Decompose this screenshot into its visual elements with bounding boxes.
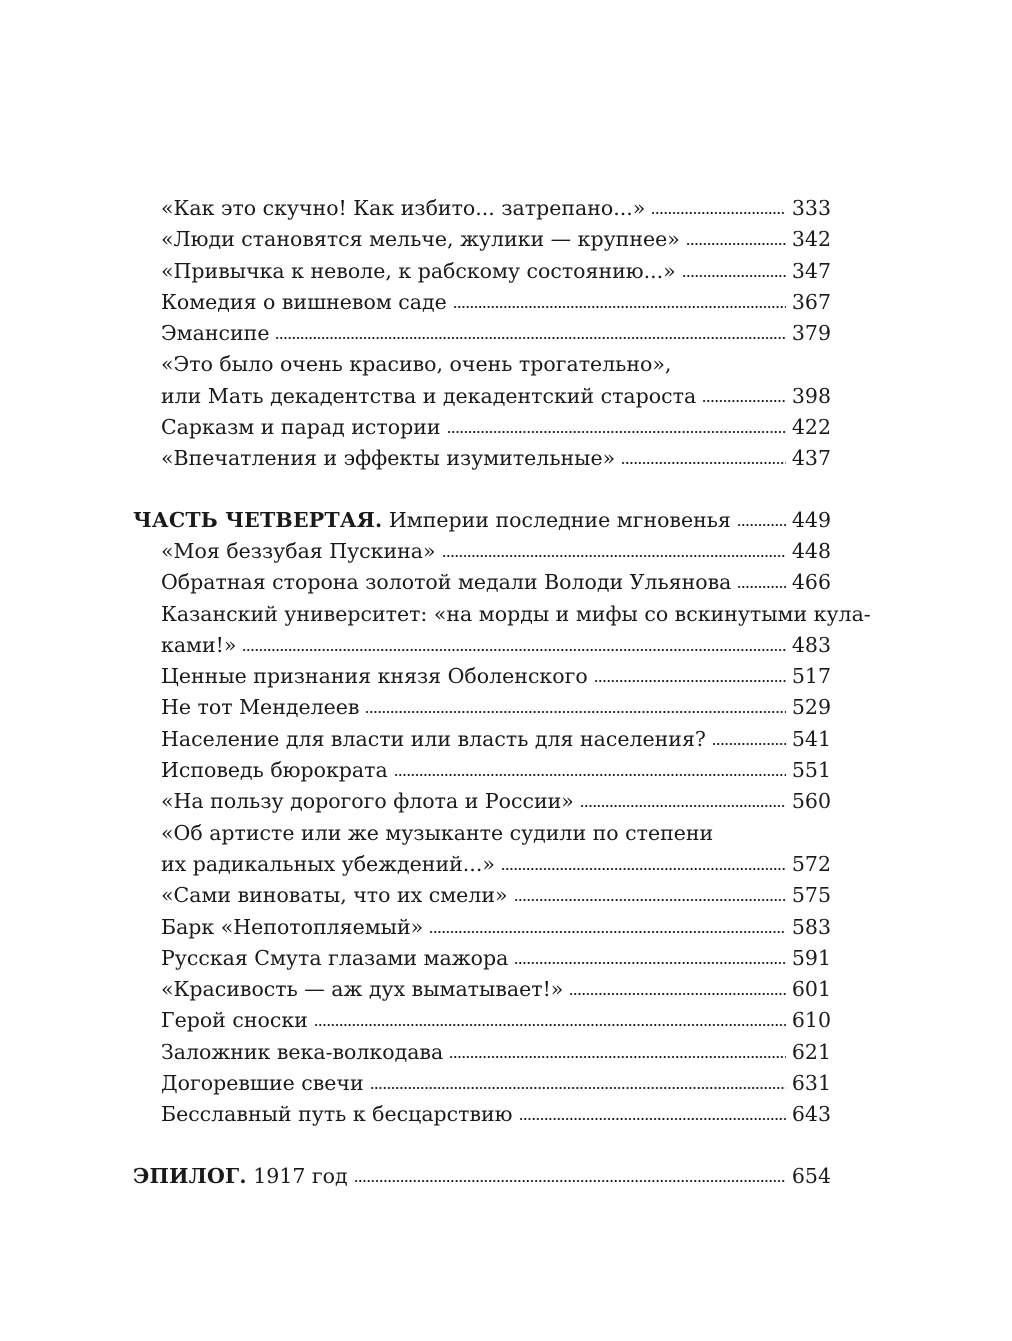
part-label: ЧАСТЬ ЧЕТВЕРТАЯ. xyxy=(133,507,383,532)
dot-leader xyxy=(712,742,786,746)
dot-leader xyxy=(442,554,786,558)
toc-entry-page: 379 xyxy=(791,321,831,346)
toc-entry-page: 483 xyxy=(791,632,831,657)
toc-entry-page: 541 xyxy=(791,726,831,751)
toc-entry-title: их радикальных убеждений...» xyxy=(161,851,495,876)
toc-entry-page: 601 xyxy=(791,977,831,1002)
toc-entry[interactable] xyxy=(133,318,831,349)
toc-entry-page: 631 xyxy=(791,1071,831,1096)
toc-entry-title: или Мать декадентства и декадентский староста xyxy=(161,383,697,408)
dot-leader xyxy=(514,961,786,965)
toc-entry[interactable] xyxy=(133,567,831,598)
toc-entry-page: 422 xyxy=(791,415,831,440)
toc-entry-title: «Впечатления и эффекты изумительные» xyxy=(161,446,616,471)
dot-leader xyxy=(394,773,786,777)
toc-entry[interactable] xyxy=(133,1037,831,1068)
section-3-list xyxy=(133,193,831,475)
toc-entry[interactable] xyxy=(133,1068,831,1099)
toc-entry[interactable] xyxy=(133,849,831,880)
section-gap xyxy=(133,1131,831,1161)
toc-entry[interactable] xyxy=(133,943,831,974)
toc-entry-page: 398 xyxy=(791,383,831,408)
toc-entry-page: 448 xyxy=(791,538,831,563)
toc-entry[interactable] xyxy=(133,912,831,943)
section-4-list xyxy=(133,536,871,1131)
dot-leader xyxy=(737,523,786,527)
toc-entry-page: 449 xyxy=(791,507,831,532)
toc-entry-title: Русская Смута глазами мажора xyxy=(161,945,509,970)
toc-entry[interactable] xyxy=(133,536,831,567)
toc-entry-title: Сарказм и парад истории xyxy=(161,415,441,440)
dot-leader xyxy=(275,336,785,340)
toc-entry[interactable] xyxy=(133,692,831,723)
toc-entry-title: Население для власти или власть для населения? xyxy=(161,726,706,751)
section-gap xyxy=(133,475,831,505)
dot-leader xyxy=(449,1055,786,1059)
toc-entry-page: 342 xyxy=(791,227,831,252)
toc-entry[interactable] xyxy=(133,1005,831,1036)
toc-entry-page: 517 xyxy=(791,664,831,689)
toc-entry[interactable] xyxy=(133,443,831,474)
dot-leader xyxy=(514,898,786,902)
toc-entry[interactable] xyxy=(133,287,831,318)
dot-leader xyxy=(702,399,786,403)
dot-leader xyxy=(737,585,786,589)
part-title: Империи последние мгновенья xyxy=(382,507,731,532)
toc-entry-title: «Красивость — аж дух выматывает!» xyxy=(161,977,564,1002)
toc-entry[interactable] xyxy=(133,786,831,817)
toc-entry[interactable] xyxy=(133,630,831,661)
epilogue-label: ЭПИЛОГ. xyxy=(133,1163,247,1188)
toc-entry-title: «Привычка к неволе, к рабскому состоянию...» xyxy=(161,258,676,283)
dot-leader xyxy=(429,930,786,934)
toc-entry-title-line-1: Казанский университет: «на морды и мифы со вскинутыми кула- xyxy=(161,601,871,626)
toc-entry-title: «Моя беззубая Пускина» xyxy=(161,538,436,563)
toc-entry-page: 610 xyxy=(791,1008,831,1033)
toc-entry-title: Бесславный путь к бесцарствию xyxy=(161,1102,513,1127)
dot-leader xyxy=(686,242,786,246)
dot-leader xyxy=(519,1117,786,1121)
dot-leader xyxy=(594,679,786,683)
toc-entry-page: 654 xyxy=(791,1163,831,1188)
toc-entry[interactable] xyxy=(133,974,831,1005)
toc-entry-title-line-1: «Об артисте или же музыканте судили по степени xyxy=(161,820,714,845)
dot-leader xyxy=(580,804,786,808)
toc-entry-title: Эмансипе xyxy=(161,321,270,346)
toc-entry-page: 333 xyxy=(791,196,831,220)
toc-entry-page: 621 xyxy=(791,1039,831,1064)
toc-entry-title: «Сами виноваты, что их смели» xyxy=(161,883,508,908)
toc-entry-title: Обратная сторона золотой медали Володи Ульянова xyxy=(161,570,732,595)
toc-entry-title: «Люди становятся мельче, жулики — крупнее» xyxy=(161,227,680,252)
dot-leader xyxy=(242,648,785,652)
toc-entry-page: 466 xyxy=(791,570,831,595)
toc-entry-page: 560 xyxy=(791,789,831,814)
dot-leader xyxy=(569,992,786,996)
epilogue-title: 1917 год xyxy=(246,1163,348,1188)
dot-leader xyxy=(453,305,786,309)
toc-entry[interactable] xyxy=(133,724,831,755)
toc-entry[interactable] xyxy=(133,412,831,443)
toc-entry-page: 551 xyxy=(791,758,831,783)
toc-entry-page: 572 xyxy=(791,851,831,876)
toc-entry[interactable] xyxy=(133,224,831,255)
toc-entry-title: Не тот Менделеев xyxy=(161,695,360,720)
toc-entry-page: 575 xyxy=(791,883,831,908)
toc-entry-page: 583 xyxy=(791,914,831,939)
dot-leader xyxy=(447,430,786,434)
toc-entry-title: Комедия о вишневом саде xyxy=(161,289,447,314)
dot-leader xyxy=(370,1086,786,1090)
toc-entry-title: Ценные признания князя Оболенского xyxy=(161,664,588,689)
dot-leader xyxy=(314,1023,786,1027)
table-of-contents xyxy=(133,193,871,1192)
toc-entry-title-line-1: «Это было очень красиво, очень трогательно», xyxy=(161,352,672,377)
dot-leader xyxy=(682,274,786,278)
toc-entry[interactable] xyxy=(133,381,831,412)
toc-entry-page: 643 xyxy=(791,1102,831,1127)
toc-entry[interactable] xyxy=(133,256,831,287)
toc-entry-title: Исповедь бюрократа xyxy=(161,758,388,783)
toc-entry-page: 437 xyxy=(791,446,831,471)
toc-entry-title: Барк «Непотопляемый» xyxy=(161,914,424,939)
toc-entry[interactable] xyxy=(133,1099,831,1130)
toc-entry-title: «Как это скучно! Как избито... затрепано...» xyxy=(161,196,646,220)
toc-entry-page: 367 xyxy=(791,289,831,314)
toc-entry-page: 347 xyxy=(791,258,831,283)
toc-entry-title: Герой сноски xyxy=(161,1008,308,1033)
toc-entry[interactable] xyxy=(133,661,831,692)
dot-leader xyxy=(365,710,785,714)
dot-leader xyxy=(651,211,786,215)
toc-entry[interactable] xyxy=(133,755,831,786)
dot-leader xyxy=(621,461,786,465)
toc-entry-title: ками!» xyxy=(161,632,237,657)
part-4-heading[interactable] xyxy=(133,505,831,536)
dot-leader xyxy=(501,867,786,871)
toc-entry-page: 591 xyxy=(791,945,831,970)
toc-entry[interactable] xyxy=(133,880,831,911)
toc-entry[interactable] xyxy=(133,193,831,224)
dot-leader xyxy=(354,1179,786,1183)
toc-entry-title: Догоревшие свечи xyxy=(161,1071,364,1096)
toc-entry-title: «На пользу дорогого флота и России» xyxy=(161,789,574,814)
epilogue-heading[interactable] xyxy=(133,1161,831,1192)
toc-entry-page: 529 xyxy=(791,695,831,720)
toc-entry-title: Заложник века-волкодава xyxy=(161,1039,444,1064)
